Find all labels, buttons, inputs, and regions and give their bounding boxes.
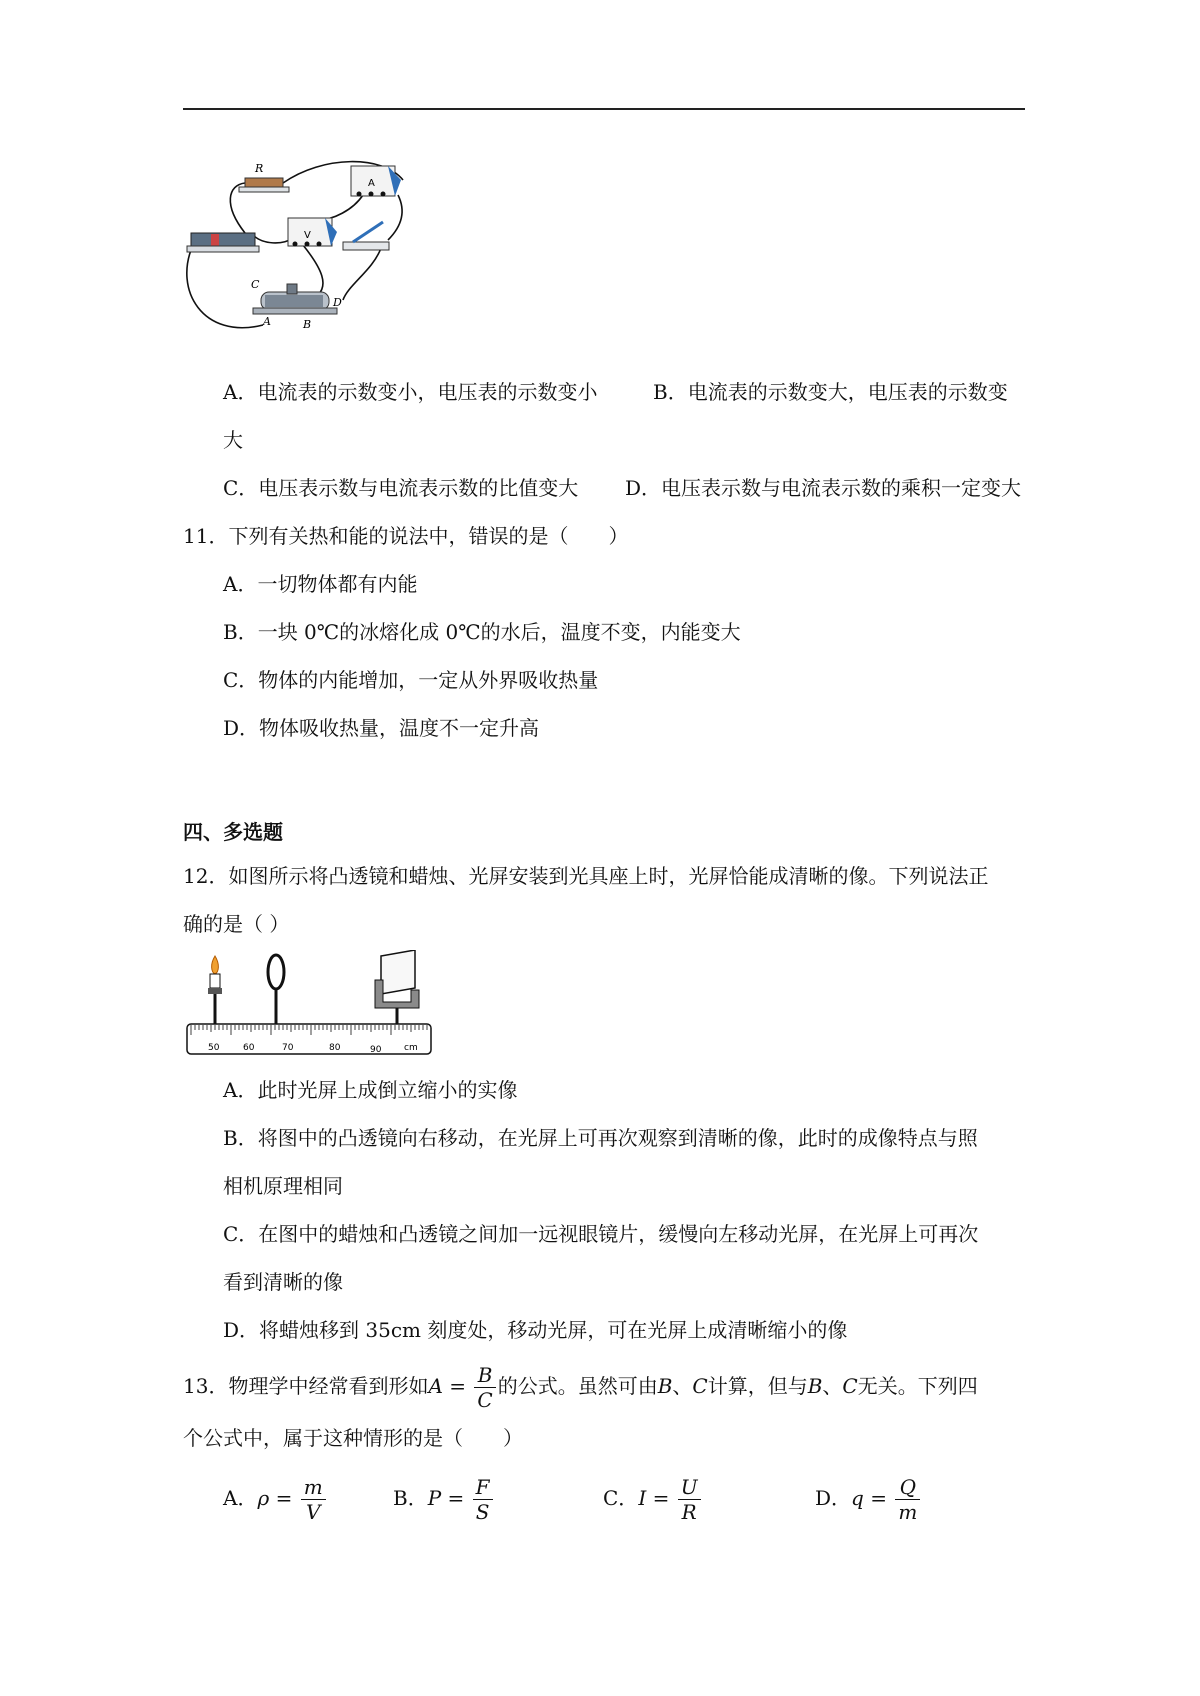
q13-stem-mid1: 的公式。虽然可由 xyxy=(497,1374,658,1398)
ruler-label-70: 70 xyxy=(282,1043,294,1053)
q10-option-a: A．电流表的示数变小，电压表的示数变小 xyxy=(223,380,598,404)
q13-var-b: B xyxy=(657,1374,673,1398)
q13-formula-fraction xyxy=(474,1363,495,1412)
q13-stem-end: 无关。下列四 xyxy=(857,1374,978,1398)
ruler-label-60: 60 xyxy=(243,1043,255,1053)
q11-option-a: A．一切物体都有内能 xyxy=(223,572,418,596)
q11-option-b: B．一块 0℃的冰熔化成 0℃的水后，温度不变，内能变大 xyxy=(223,620,741,644)
q12-option-a: A．此时光屏上成倒立缩小的实像 xyxy=(223,1078,518,1102)
q13-sep: 、 xyxy=(672,1374,693,1398)
label-ammeter: A xyxy=(368,178,375,189)
q13-stem-line1: 13．物理学中经常看到形如A = $\frac{B}{C}$ 的公式。虽然可由B、C计算，但与B、C无关。下列四 xyxy=(183,1363,978,1412)
q11-option-c: C．物体的内能增加，一定从外界吸收热量 xyxy=(223,668,599,692)
q13-formula-den: C xyxy=(477,1388,493,1412)
q11-stem: 11．下列有关热和能的说法中，错误的是（ ） xyxy=(183,524,629,548)
label-d: D xyxy=(333,296,342,309)
optical-bench-diagram xyxy=(183,950,435,1060)
q13-option-a: A．ρ = $\frac{m}{V}$ xyxy=(223,1472,328,1524)
q13-formula-lhs: A xyxy=(428,1374,443,1398)
label-a: A xyxy=(263,315,271,328)
ruler-label-90: 90 xyxy=(370,1045,382,1055)
ruler-label-50: 50 xyxy=(208,1043,220,1053)
label-b: B xyxy=(303,318,312,331)
ruler-label-cm: cm xyxy=(404,1043,418,1053)
q12-option-d: D．将蜡烛移到 35cm 刻度处，移动光屏，可在光屏上成清晰缩小的像 xyxy=(223,1318,848,1342)
q13-stem-pre: 13．物理学中经常看到形如 xyxy=(183,1374,429,1398)
q13-stem-mid2: 计算，但与 xyxy=(707,1374,808,1398)
q12-option-c-line2: 看到清晰的像 xyxy=(223,1270,343,1294)
q10-option-d: D．电压表示数与电流表示数的乘积一定变大 xyxy=(625,476,1022,500)
label-voltmeter: V xyxy=(304,230,311,241)
label-r: R xyxy=(255,162,264,175)
q13-var-b2: B xyxy=(807,1374,823,1398)
q13-formula-num: B xyxy=(474,1363,495,1388)
q13-var-c2: C xyxy=(842,1374,858,1398)
ruler-label-80: 80 xyxy=(329,1043,341,1053)
q13-stem-line2: 个公式中，属于这种情形的是（ ） xyxy=(183,1426,523,1450)
q12-option-c-line1: C．在图中的蜡烛和凸透镜之间加一远视眼镜片，缓慢向左移动光屏，在光屏上可再次 xyxy=(223,1222,979,1246)
q10-option-c: C．电压表示数与电流表示数的比值变大 xyxy=(223,476,579,500)
q13-option-c: C．I = $\frac{U}{R}$ xyxy=(603,1472,703,1524)
q13-option-b: B．P = $\frac{F}{S}$ xyxy=(393,1472,495,1524)
q13-sep2: 、 xyxy=(822,1374,843,1398)
q11-option-d: D．物体吸收热量，温度不一定升高 xyxy=(223,716,540,740)
q12-option-b-line1: B．将图中的凸透镜向右移动，在光屏上可再次观察到清晰的像，此时的成像特点与照 xyxy=(223,1126,978,1150)
q12-stem-line2: 确的是（ ） xyxy=(183,912,290,936)
q12-stem-line1: 12．如图所示将凸透镜和蜡烛、光屏安装到光具座上时，光屏恰能成清晰的像。下列说法正 xyxy=(183,864,989,888)
q12-option-b-line2: 相机原理相同 xyxy=(223,1174,343,1198)
label-c: C xyxy=(251,278,260,291)
q10-option-b-cont: 大 xyxy=(223,428,243,452)
q10-option-b: B．电流表的示数变大，电压表的示数变 xyxy=(653,380,1008,404)
q13-var-c: C xyxy=(692,1374,708,1398)
circuit-diagram xyxy=(183,160,433,355)
header-rule xyxy=(183,108,1025,110)
section-heading: 四、多选题 xyxy=(183,820,283,844)
q13-option-d: D．q = $\frac{Q}{m}$ xyxy=(815,1472,922,1524)
